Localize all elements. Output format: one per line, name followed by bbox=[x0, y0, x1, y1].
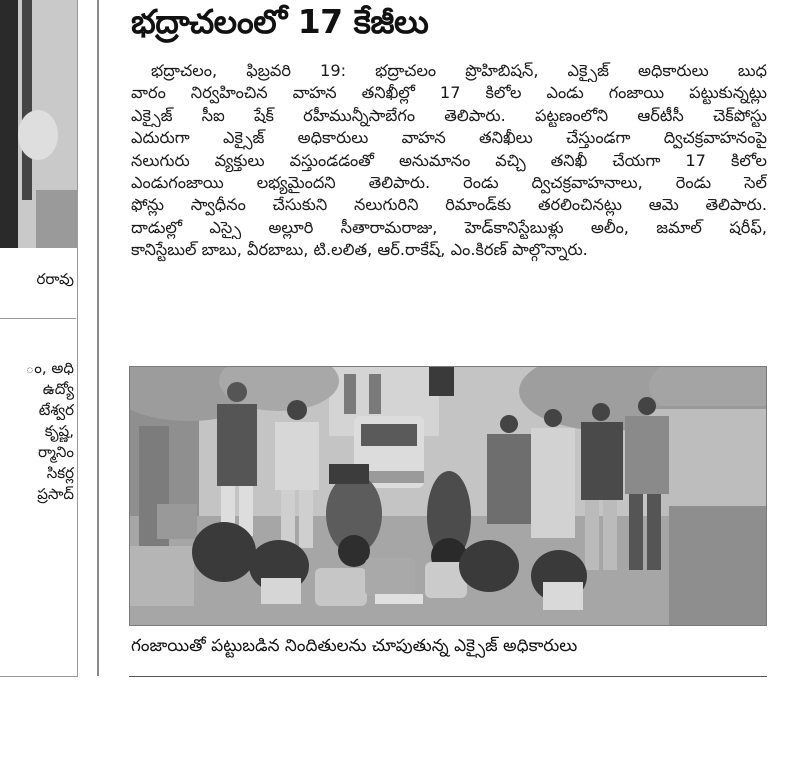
article-body bbox=[131, 60, 767, 262]
column-divider bbox=[97, 0, 99, 676]
neighbor-text-line: కృష్ణ, bbox=[44, 422, 74, 440]
article-body-line: ఎండుగంజాయి లభ్యమైందని తెలిపారు. రెండు ద్విచక్రవాహనాలు, రెండు సెల్ bbox=[131, 172, 767, 192]
article-body-line: భద్రాచలం, ఫిబ్రవరి 19: భద్రాచలం ప్రొహిబిషన్, ఎక్సైజ్ అధికారులు బుధ bbox=[151, 61, 767, 80]
article-bottom-rule bbox=[129, 676, 767, 677]
news-photo bbox=[129, 366, 767, 626]
neighbor-text bbox=[0, 358, 74, 505]
neighbor-text-line: ప్రసాద్ bbox=[37, 485, 74, 503]
neighbor-text-line: ం, అధి bbox=[25, 359, 74, 377]
article-body-line: వారం నిర్వహించిన వాహన తనిఖీల్లో 17 కిలోల ఎండు గంజాయి పట్టుకున్నట్లు bbox=[131, 83, 767, 103]
article-body-line: నలుగురు వ్యక్తులు వస్తుండడంతో అనుమానం వచ్చి తనిఖీ చేయగా 17 కిలోల bbox=[131, 150, 767, 170]
article-headline: భద్రాచలంలో 17 కేజీలు bbox=[131, 2, 429, 41]
neighbor-divider bbox=[0, 318, 76, 319]
neighbor-photo-caption: రరావు bbox=[36, 270, 74, 288]
article-body-line: ఎక్సైజ్ సీఐ షేక్ రహీమున్నీసాబేగం తెలిపారు. పట్టణంలోని ఆర్‌టీసీ చెక్‌పోస్టు bbox=[131, 105, 767, 125]
photo-caption: గంజాయితో పట్టుబడిన నిందితులను చూపుతున్న ఎక్సైజ్ అధికారులు bbox=[131, 636, 578, 656]
neighbor-column bbox=[0, 0, 78, 676]
neighbor-photo bbox=[0, 0, 78, 248]
neighbor-text-line: టేశ్వర bbox=[38, 401, 74, 419]
neighbor-bottom-border bbox=[0, 676, 78, 677]
article-body-line: కానిస్టేబుల్ బాబు, వీరబాబు, టి.లలిత, ఆర్.రాకేష్, ఎం.కిరణ్ పాల్గొన్నారు. bbox=[131, 240, 588, 260]
article-body-line: ఫోన్లు స్వాధీనం చేసుకుని నలుగురిని రిమాండ్‌కు తరలించినట్లు ఆమె తెలిపారు. bbox=[131, 195, 767, 215]
article-body-line: ఎదురుగా ఎక్సైజ్ అధికారులు వాహన తనిఖీలు చేస్తుండగా ద్విచక్రవాహనంపై bbox=[131, 128, 767, 148]
neighbor-text-line: ఉద్యో bbox=[42, 380, 74, 398]
article-body-line: దాడుల్లో ఎస్సై అల్లూరి సీతారామరాజు, హెడ్‌కానిస్టేబుళ్లు అలీం, జమాల్ షరీఫ్, bbox=[131, 217, 767, 237]
neighbor-border bbox=[77, 0, 78, 676]
neighbor-text-line: ర్మానిం bbox=[37, 443, 74, 461]
neighbor-text-line: సికర్ల bbox=[46, 464, 74, 482]
